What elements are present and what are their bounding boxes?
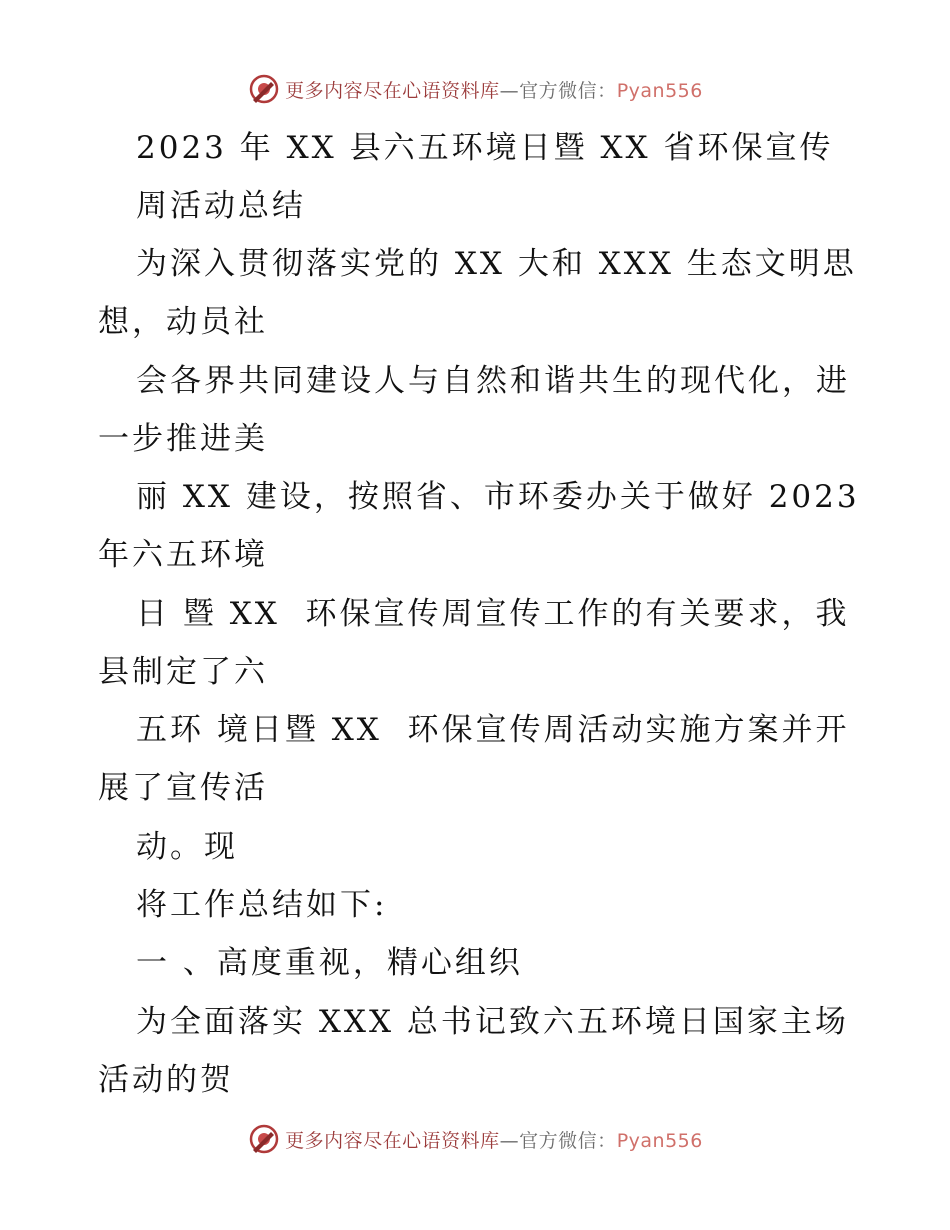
paragraph-line: 为深入贯彻落实党的 XX 大和 XXX 生态文明思 (136, 246, 857, 282)
paragraph-line: 五环 境日暨 XX 环保宣传周活动实施方案并开 (136, 712, 850, 748)
paragraph-line: 想，动员社 (98, 304, 268, 340)
footer-banner (0, 1121, 950, 1157)
doc-title-line-2: 周活动总结 (136, 188, 306, 224)
paragraph-line: 活动的贺 (98, 1062, 234, 1098)
paragraph-line: 将工作总结如下: (136, 887, 388, 923)
paragraph-line: 展了宣传活 (98, 770, 268, 806)
banner-text: 更多内容尽在心语资料库—官方微信：Pyan556 (285, 1129, 703, 1152)
pen-logo-icon (247, 1122, 281, 1156)
paragraph-line: 一步推进美 (98, 421, 268, 457)
paragraph-line: 年六五环境 (98, 537, 268, 573)
paragraph-line: 县制定了六 (98, 654, 268, 690)
paragraph-line: 会各界共同建设人与自然和谐共生的现代化，进 (136, 363, 850, 399)
paragraph-line: 为全面落实 XXX 总书记致六五环境日国家主场 (136, 1004, 849, 1040)
banner-text: 更多内容尽在心语资料库—官方微信：Pyan556 (285, 79, 703, 102)
section-heading: 一 、高度重视，精心组织 (136, 945, 523, 981)
paragraph-line: 日 暨 XX 环保宣传周宣传工作的有关要求，我 (136, 596, 850, 632)
doc-title-line-1: 2023 年 XX 县六五环境日暨 XX 省环保宣传 (136, 130, 834, 166)
paragraph-line: 动。现 (136, 829, 238, 865)
paragraph-line: 丽 XX 建设，按照省、市环委办关于做好 2023 (136, 479, 860, 515)
